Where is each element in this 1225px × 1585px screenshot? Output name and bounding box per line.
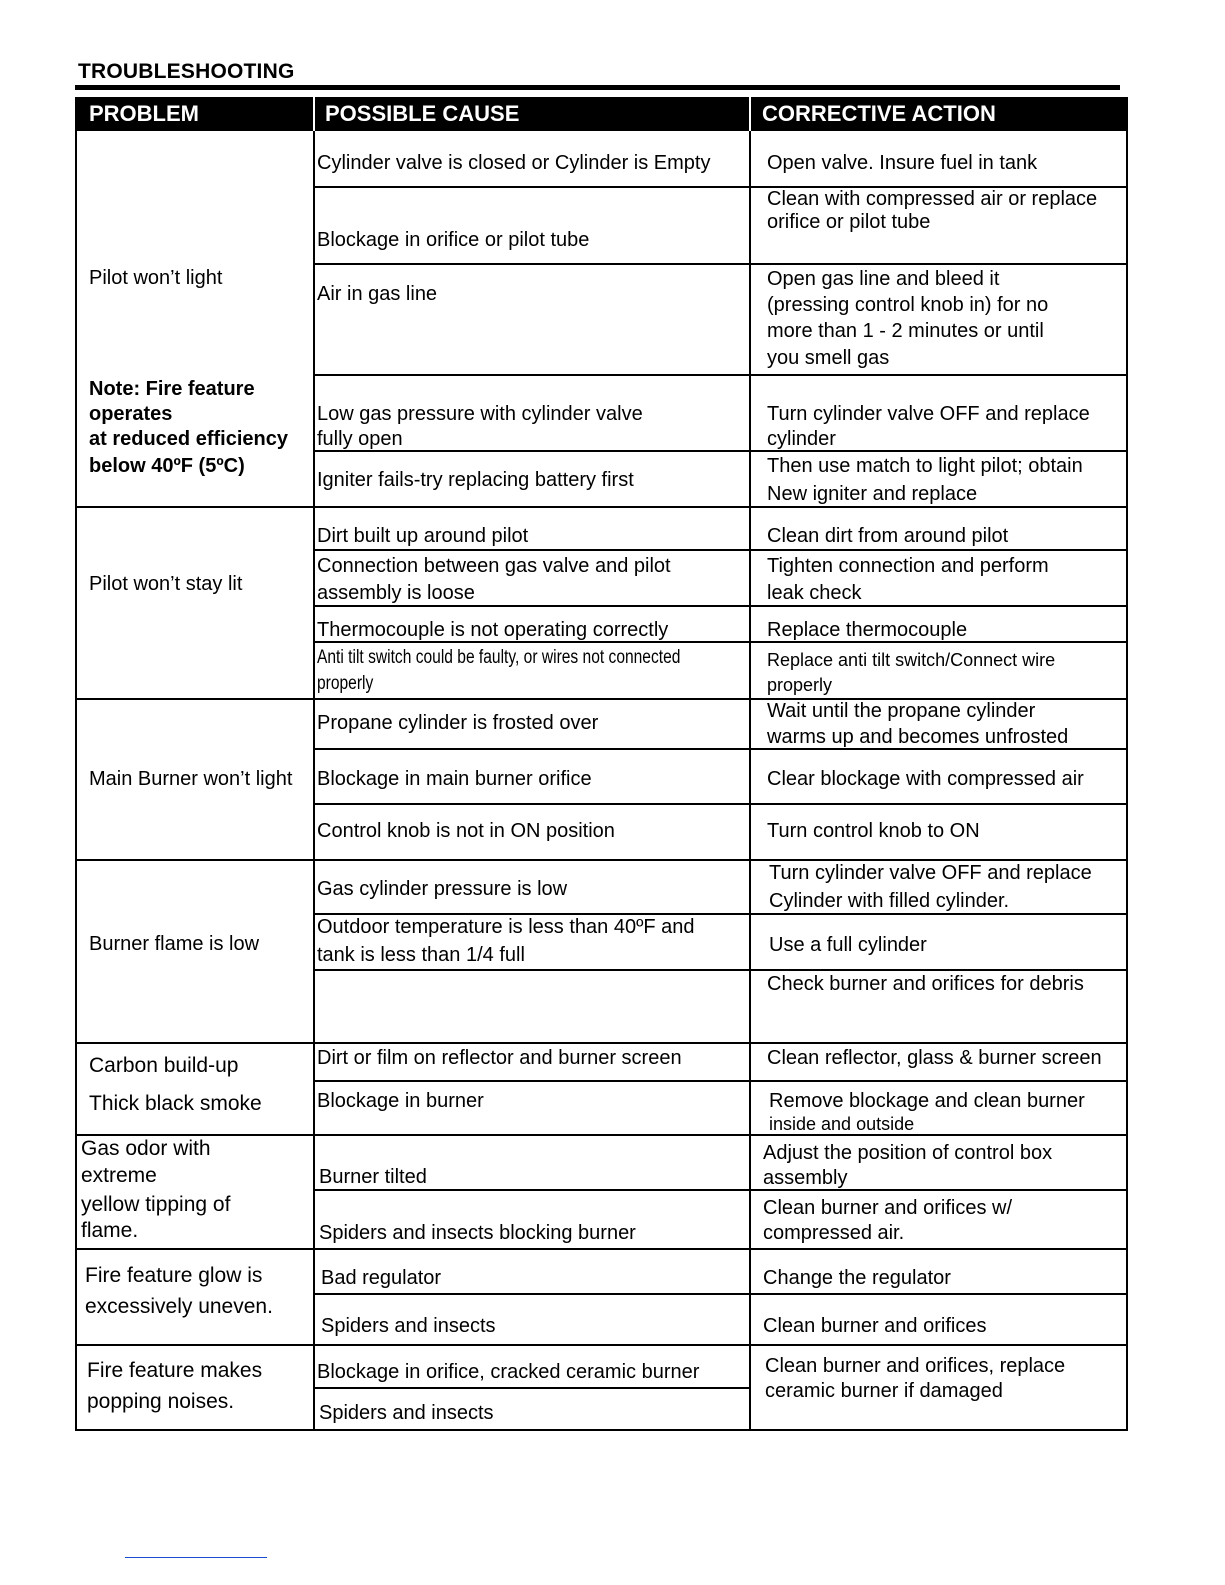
action-text: compressed air. bbox=[763, 1222, 905, 1244]
action-text: Then use match to light pilot; obtain bbox=[767, 455, 1083, 477]
action-text: Adjust the position of control box bbox=[763, 1142, 1053, 1164]
problem-text: Fire feature makes bbox=[87, 1359, 263, 1382]
grid-line-left bbox=[75, 131, 77, 1431]
action-text: New igniter and replace bbox=[767, 483, 978, 505]
action-text: Remove blockage and clean burner bbox=[769, 1090, 1085, 1112]
action-text: assembly bbox=[763, 1167, 848, 1189]
row-rule bbox=[313, 1080, 1128, 1082]
action-text: properly bbox=[767, 675, 833, 695]
action-text: Clean burner and orifices bbox=[763, 1315, 987, 1337]
title-rule bbox=[75, 85, 1120, 90]
cause-text: Blockage in orifice or pilot tube bbox=[317, 229, 590, 251]
cause-text: Thermocouple is not operating correctly bbox=[317, 619, 669, 641]
cause-text: Cylinder valve is closed or Cylinder is Empty bbox=[317, 152, 711, 174]
problem-text: Burner flame is low bbox=[89, 933, 260, 955]
cause-text: Dirt or film on reflector and burner screen bbox=[317, 1047, 682, 1069]
action-text: Cylinder with filled cylinder. bbox=[769, 890, 1010, 912]
action-text: Turn cylinder valve OFF and replace bbox=[767, 403, 1090, 425]
action-text: Turn cylinder valve OFF and replace bbox=[769, 862, 1092, 884]
cause-text: Burner tilted bbox=[319, 1166, 427, 1188]
action-text: Replace anti tilt switch/Connect wire bbox=[767, 650, 1056, 670]
action-text: Clean reflector, glass & burner screen bbox=[767, 1047, 1102, 1069]
group-rule bbox=[75, 1248, 1128, 1250]
cause-text: Blockage in burner bbox=[317, 1090, 484, 1112]
problem-text: Pilot won’t stay lit bbox=[89, 573, 243, 595]
row-rule bbox=[313, 1189, 1128, 1191]
group-rule bbox=[75, 1344, 1128, 1346]
cause-text: Bad regulator bbox=[321, 1267, 442, 1289]
action-text: leak check bbox=[767, 582, 862, 604]
cause-text: Spiders and insects blocking burner bbox=[319, 1222, 636, 1244]
action-text: Clean burner and orifices w/ bbox=[763, 1197, 1013, 1219]
problem-text: Carbon build-up bbox=[89, 1054, 239, 1077]
note-text: Note: Fire feature bbox=[89, 378, 255, 400]
header-problem: PROBLEM bbox=[89, 101, 199, 126]
grid-line-col1 bbox=[313, 131, 315, 1431]
table-bottom-rule bbox=[75, 1429, 1128, 1431]
row-rule bbox=[313, 803, 1128, 805]
row-rule bbox=[313, 450, 1128, 452]
row-rule bbox=[313, 1387, 751, 1389]
problem-text: Main Burner won’t light bbox=[89, 768, 293, 790]
action-text: Use a full cylinder bbox=[769, 934, 927, 956]
action-text: Turn control knob to ON bbox=[767, 820, 980, 842]
action-text: Change the regulator bbox=[763, 1267, 951, 1289]
page-title: TROUBLESHOOTING bbox=[78, 60, 295, 83]
action-text: Clear blockage with compressed air bbox=[767, 768, 1084, 790]
row-rule bbox=[313, 549, 1128, 551]
action-text: you smell gas bbox=[767, 347, 890, 369]
problem-text: Pilot won’t light bbox=[89, 267, 223, 289]
problem-text: flame. bbox=[81, 1219, 139, 1242]
action-text: Clean dirt from around pilot bbox=[767, 525, 1009, 547]
cause-text: Connection between gas valve and pilot bbox=[317, 555, 671, 577]
action-text: orifice or pilot tube bbox=[767, 211, 931, 233]
cause-text: Blockage in orifice, cracked ceramic burner bbox=[317, 1361, 700, 1383]
cause-text: fully open bbox=[317, 428, 403, 450]
cause-text: tank is less than 1/4 full bbox=[317, 944, 525, 966]
problem-text: excessively uneven. bbox=[85, 1295, 273, 1318]
header-cause: POSSIBLE CAUSE bbox=[325, 101, 520, 126]
action-text: Tighten connection and perform bbox=[767, 555, 1049, 577]
cause-text: Blockage in main burner orifice bbox=[317, 768, 592, 790]
cause-text: Gas cylinder pressure is low bbox=[317, 878, 568, 900]
action-text: cylinder bbox=[767, 428, 836, 450]
action-text: Wait until the propane cylinder bbox=[767, 700, 1036, 722]
cause-text: Air in gas line bbox=[317, 283, 438, 305]
grid-line-col2 bbox=[749, 131, 751, 1431]
group-rule bbox=[75, 1134, 1128, 1136]
action-text: Clean burner and orifices, replace bbox=[765, 1355, 1066, 1377]
action-text: Open valve. Insure fuel in tank bbox=[767, 152, 1038, 174]
cause-text: Outdoor temperature is less than 40ºF and bbox=[317, 916, 695, 938]
row-rule bbox=[313, 263, 1128, 265]
cause-text: Control knob is not in ON position bbox=[317, 820, 615, 842]
header-action: CORRECTIVE ACTION bbox=[762, 101, 996, 126]
problem-text: extreme bbox=[81, 1164, 157, 1187]
cause-text: properly bbox=[317, 673, 374, 694]
row-rule bbox=[313, 1293, 1128, 1295]
problem-text: popping noises. bbox=[87, 1390, 235, 1413]
action-text: Check burner and orifices for debris bbox=[767, 973, 1084, 995]
action-text: ceramic burner if damaged bbox=[765, 1380, 1003, 1402]
action-text: Replace thermocouple bbox=[767, 619, 968, 641]
group-rule bbox=[75, 1042, 1128, 1044]
action-text: Open gas line and bleed it bbox=[767, 268, 1000, 290]
row-rule bbox=[313, 374, 1128, 376]
cause-text: Dirt built up around pilot bbox=[317, 525, 529, 547]
note-text: operates bbox=[89, 403, 173, 425]
header-divider bbox=[749, 97, 751, 131]
action-text: Clean with compressed air or replace bbox=[767, 188, 1098, 210]
action-text: inside and outside bbox=[769, 1114, 915, 1134]
problem-text: Thick black smoke bbox=[89, 1092, 262, 1115]
problem-text: Fire feature glow is bbox=[85, 1264, 263, 1287]
grid-line-right bbox=[1126, 97, 1128, 1431]
action-text: (pressing control knob in) for no bbox=[767, 294, 1049, 316]
cause-text: Spiders and insects bbox=[321, 1315, 496, 1337]
header-divider bbox=[313, 97, 315, 131]
cause-text: assembly is loose bbox=[317, 582, 475, 604]
note-text: below 40ºF (5ºC) bbox=[89, 455, 245, 477]
cause-text: Propane cylinder is frosted over bbox=[317, 712, 599, 734]
action-text: more than 1 - 2 minutes or until bbox=[767, 320, 1044, 342]
problem-text: yellow tipping of bbox=[81, 1193, 231, 1216]
note-text: at reduced efficiency bbox=[89, 428, 288, 450]
action-text: warms up and becomes unfrosted bbox=[767, 726, 1069, 748]
cause-text: Spiders and insects bbox=[319, 1402, 494, 1424]
cause-text: Anti tilt switch could be faulty, or wires not connected bbox=[317, 647, 681, 668]
cause-text: Igniter fails-try replacing battery first bbox=[317, 469, 634, 491]
problem-text: Gas odor with bbox=[81, 1137, 211, 1160]
footer-link-underline bbox=[125, 1557, 267, 1558]
cause-text: Low gas pressure with cylinder valve bbox=[317, 403, 643, 425]
